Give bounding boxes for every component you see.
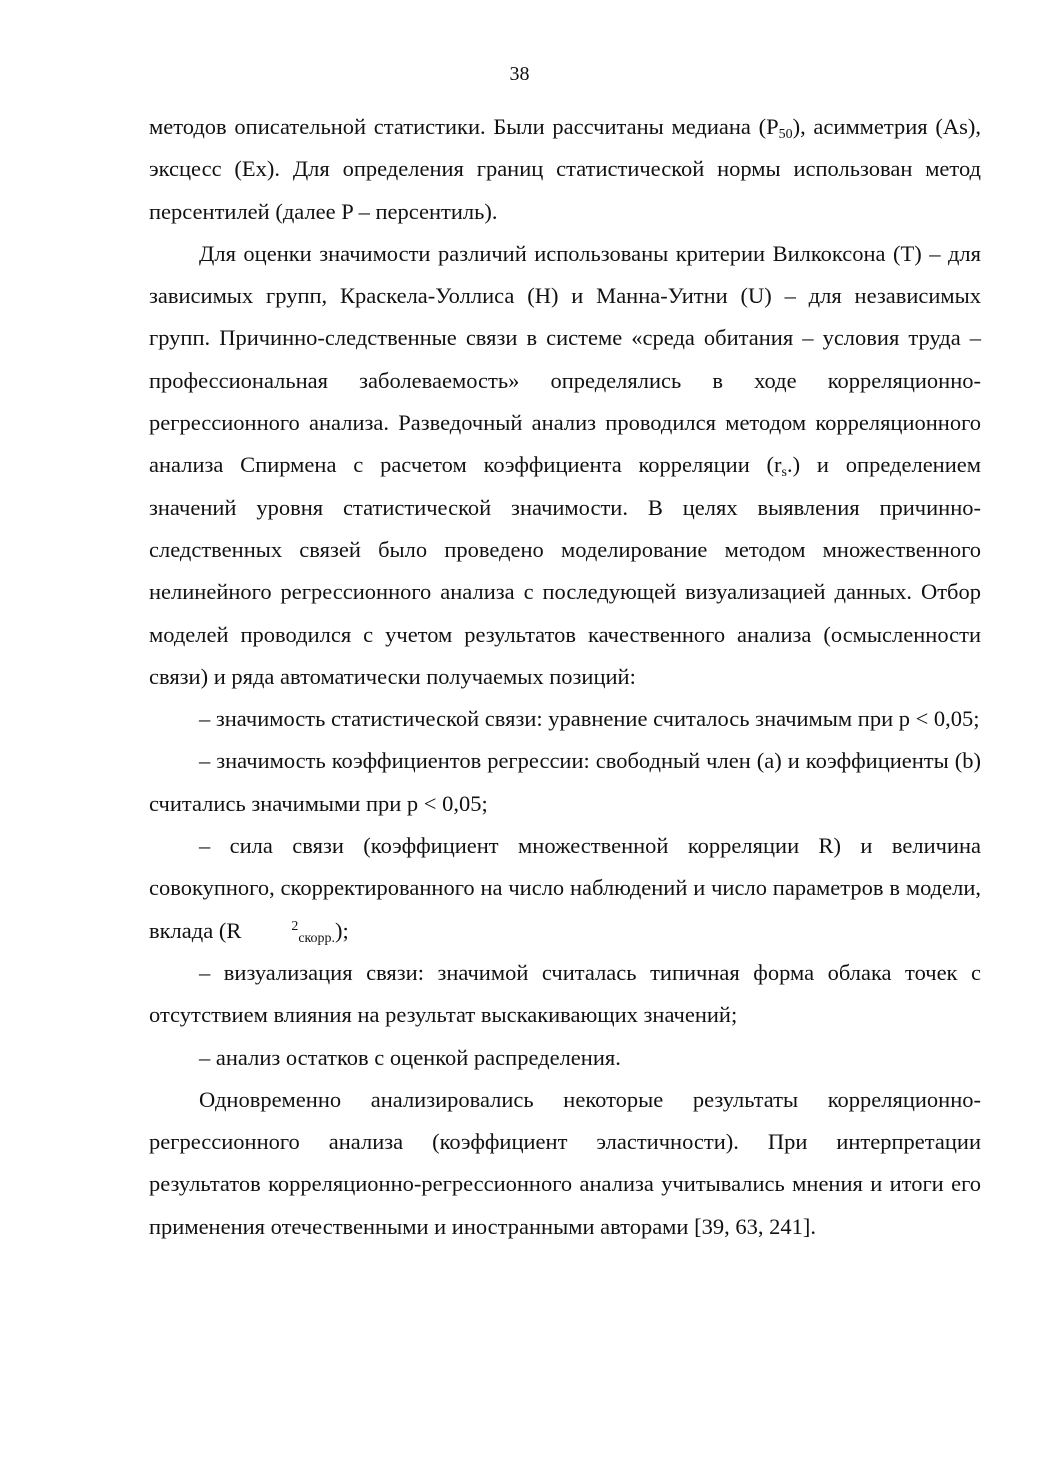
paragraph-text: ), асимметрия (As), эксцесс (Ex). Для определения границ статистической нормы использован метод персентилей (далее P – персентиль). xyxy=(149,114,981,224)
r-squared-superscript: 2 xyxy=(291,918,299,934)
list-item-strength xyxy=(149,825,981,952)
list-item-significance: – значимость статистической связи: уравнение считалось значимым при p < 0,05; xyxy=(199,706,980,732)
median-subscript: 50 xyxy=(778,126,793,142)
list-item-visualization: – визуализация связи: значимой считалась типичная форма облака точек с отсутствием влияния на результат выскакивающих значений; xyxy=(149,959,981,1028)
spearman-subscript: s xyxy=(781,465,787,481)
paragraph-interpretation: Одновременно анализировались некоторые результаты корреляционно-регрессионного анализа (коэффициент эластичности). При интерпретации результатов корреляционно-регрессионного анализа учитывались мнения и итоги его применения отечественными и иностранными авторами [39, 63, 241]. xyxy=(149,1086,981,1239)
list-item-coefficients: – значимость коэффициентов регрессии: свободный член (а) и коэффициенты (b) считались значимыми при p < 0,05; xyxy=(149,748,981,816)
document-body xyxy=(149,106,981,1248)
r-squared-subscript: скорр. xyxy=(298,930,335,946)
list-item-residuals: – анализ остатков с оценкой распределения. xyxy=(199,1044,621,1070)
paragraph-statistics-methods xyxy=(149,106,981,233)
paragraph-text: методов описательной статистики. Были рассчитаны медиана (P xyxy=(149,114,779,139)
page-number: 38 xyxy=(509,63,530,85)
paragraph-text: – сила связи (коэффициент множественной корреляции R) и величина совокупного, скорректированного на число наблюдений и число параметров в модели, вклада (R xyxy=(149,833,981,943)
paragraph-text: ); xyxy=(334,917,349,943)
paragraph-text: .) и определением значений уровня статистической значимости. В целях выявления причинно-следственных связей было проведено моделирование методом множественного нелинейного регрессионного анализа с последующей визуализацией данных. Отбор моделей проводился с учетом результатов качественного анализа (осмысленности связи) и ряда автоматически получаемых позиций: xyxy=(149,452,981,689)
paragraph-text: Для оценки значимости различий использованы критерии Вилкоксона (T) – для зависимых групп, Краскела-Уоллиса (H) и Манна-Уитни (U) – для независимых групп. Причинно-следственные связи в системе «среда обитания – условия труда – профессиональная заболеваемость» определялись в ходе корреляционно-регрессионного анализа. Разведочный анализ проводился методом корреляционного анализа Спирмена с расчетом коэффициента корреляции (r xyxy=(149,240,981,478)
paragraph-criteria xyxy=(149,233,981,698)
